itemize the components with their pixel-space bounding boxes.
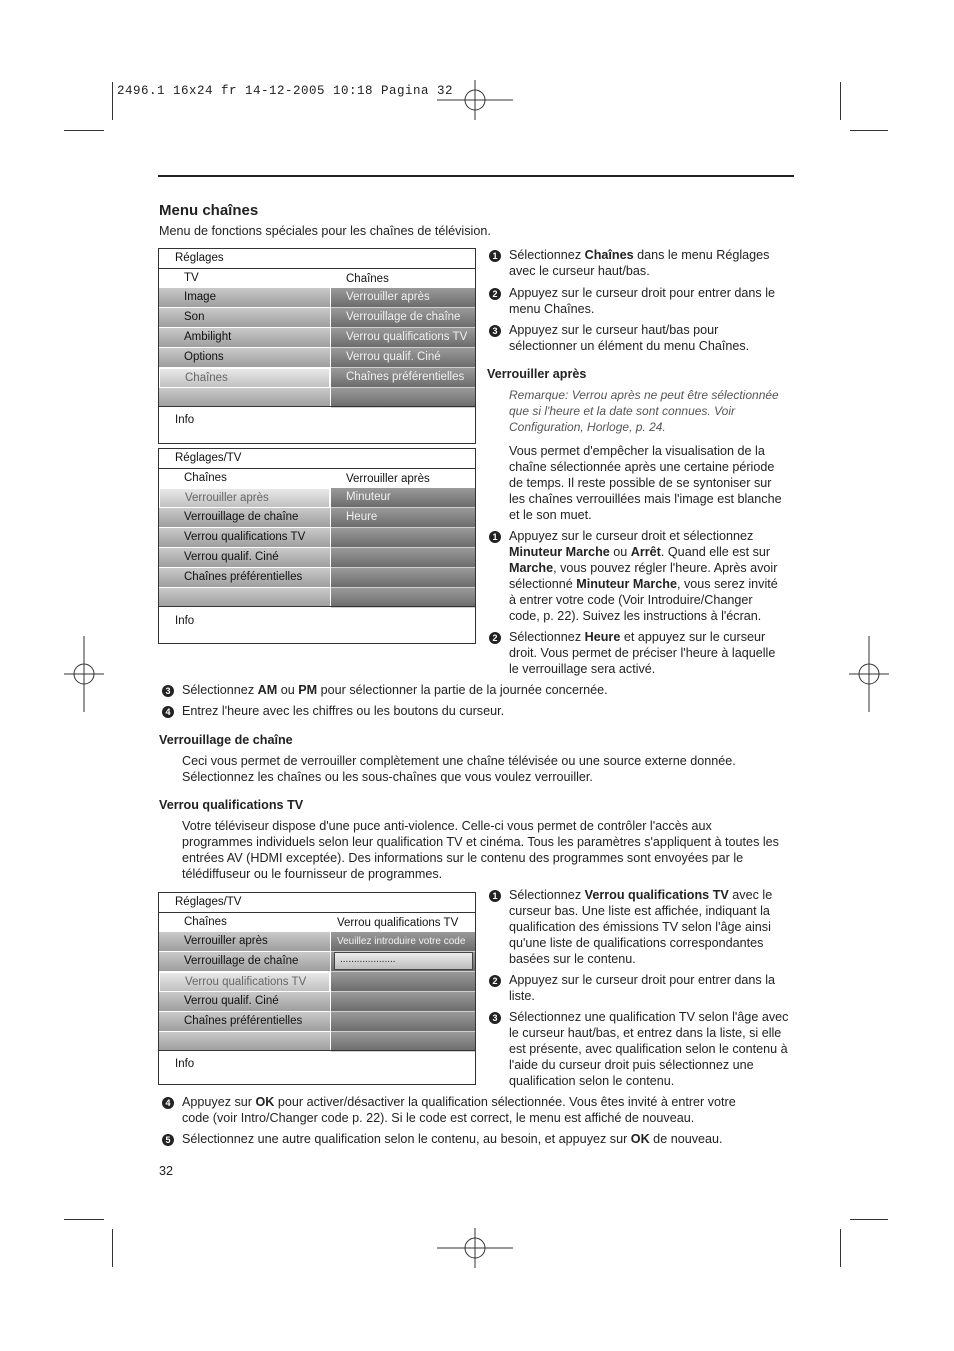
- page-title: Menu chaînes: [159, 202, 259, 219]
- step-number: 2: [489, 288, 501, 300]
- page-number: 32: [159, 1164, 174, 1178]
- registration-mark-icon: [437, 1210, 513, 1286]
- paragraph-line: Vous permet d'empêcher la visualisation de la: [509, 444, 765, 458]
- menu-info: Info: [175, 1058, 195, 1070]
- menu-reglages-tv: [158, 448, 476, 644]
- step-text: Appuyez sur le curseur droit pour entrer dans la liste.: [509, 973, 776, 1003]
- intro-text: Menu de fonctions spéciales pour les chaînes de télévision.: [159, 224, 491, 238]
- crop-mark: [850, 130, 888, 131]
- crop-mark: [850, 1219, 888, 1220]
- submenu-item[interactable]: Verrouillage de chaîne: [331, 308, 475, 328]
- code-input[interactable]: ....................: [334, 952, 473, 970]
- menu-item-image[interactable]: Image: [159, 288, 330, 308]
- paragraph-line: télédiffuseur ou le fournisseur de programmes.: [182, 867, 443, 881]
- paragraph-line: les chaînes verrouillées mais l'image est blanche: [509, 492, 782, 506]
- menu-item-verrou-tv[interactable]: Verrou qualifications TV: [159, 972, 330, 992]
- step-number: 4: [162, 1097, 174, 1109]
- submenu-empty-row: [331, 1032, 475, 1052]
- step-number: 3: [489, 1012, 501, 1024]
- menu-item-verrouillage[interactable]: Verrouillage de chaîne: [159, 952, 330, 972]
- crop-mark: [112, 82, 113, 120]
- step-text: Entrez l'heure avec les chiffres ou les boutons du curseur.: [182, 704, 505, 718]
- step-number: 1: [489, 531, 501, 543]
- menu-item-verrou-cine[interactable]: Verrou qualif. Ciné: [159, 992, 330, 1012]
- paragraph-line: Ceci vous permet de verrouiller complètement une chaîne télévisée ou une source externe donnée.: [182, 754, 736, 768]
- paragraph-line: et le son muet.: [509, 508, 592, 522]
- step-number: 1: [489, 890, 501, 902]
- submenu-empty-row: [331, 588, 475, 608]
- submenu-item-minuteur[interactable]: Minuteur: [331, 488, 475, 508]
- submenu-item[interactable]: Verrouiller après: [331, 288, 475, 308]
- subheading-verrouillage: Verrouillage de chaîne: [159, 733, 293, 747]
- subheading-qualif: Verrou qualifications TV: [159, 798, 304, 812]
- top-rule: [158, 175, 794, 177]
- menu-header: Réglages: [175, 252, 224, 264]
- step-text: Appuyez sur le curseur haut/bas pour sélectionner un élément du menu Chaînes.: [509, 323, 750, 353]
- menu-item-preferentielles[interactable]: Chaînes préférentielles: [159, 568, 330, 588]
- submenu-empty-row: [331, 992, 475, 1012]
- menu-item-preferentielles[interactable]: Chaînes préférentielles: [159, 1012, 330, 1032]
- menu-info: Info: [175, 414, 195, 426]
- step-number: 5: [162, 1134, 174, 1146]
- submenu-item-heure[interactable]: Heure: [331, 508, 475, 528]
- submenu-empty-row: [331, 388, 475, 408]
- submenu-item[interactable]: Verrou qualifications TV: [331, 328, 475, 348]
- step-number: 2: [489, 632, 501, 644]
- submenu-item[interactable]: Verrou qualif. Ciné: [331, 348, 475, 368]
- step-number: 3: [162, 685, 174, 697]
- note-line: que si l'heure et la date sont connues. Voir: [509, 404, 735, 418]
- paragraph-line: programmes individuels selon leur qualification TV et cinéma. Tous les paramètres s'appliquent à toutes les: [182, 835, 779, 849]
- menu-info: Info: [175, 615, 195, 627]
- note-line: Configuration, Horloge, p. 24.: [509, 420, 666, 434]
- submenu-empty-row: [331, 568, 475, 588]
- crop-mark: [112, 1229, 113, 1267]
- step-text: Sélectionnez une qualification TV selon l'âge avec le curseur haut/bas, et entrez dans la liste, si elle est présente, avec qualification selon le contenu à l'aide du curseur droit puis sélectionnez une qualification selon le contenu.: [509, 1010, 789, 1088]
- menu-item-verrou-tv[interactable]: Verrou qualifications TV: [159, 528, 330, 548]
- menu-right-head: Verrouiller après: [346, 473, 430, 485]
- step-text: Appuyez sur le curseur droit et sélectionnez Minuteur Marche ou Arrêt. Quand elle est sur Marche, vous pouvez régler l'heure. Après avoir sélectionné Minuteur Marche, vous serez invité à entrer votre code (Voir Introduire/Changer code, p. 22). Suivez les instructions à l'écran.: [509, 529, 778, 623]
- paragraph-line: Sélectionnez les chaînes ou les sous-chaînes que vous voulez verrouiller.: [182, 770, 593, 784]
- crop-mark: [64, 130, 104, 131]
- submenu-empty-row: [331, 548, 475, 568]
- step-text: Appuyez sur OK pour activer/désactiver la qualification sélectionnée. Vous êtes invité à entrer votre code (voir Intro/Changer code p. 22). Si le code est correct, le menu est affiché de nouveau.: [182, 1095, 736, 1125]
- step-number: 4: [162, 706, 174, 718]
- menu-right-head: Verrou qualifications TV: [337, 917, 459, 929]
- registration-mark-icon: [437, 62, 513, 138]
- menu-left-head: Chaînes: [184, 472, 227, 484]
- print-header: 2496.1 16x24 fr 14-12-2005 10:18 Pagina 32: [117, 84, 454, 98]
- paragraph-line: de temps. Il reste possible de se syntoniser sur: [509, 476, 772, 490]
- step-text: Appuyez sur le curseur droit pour entrer dans le menu Chaînes.: [509, 286, 776, 316]
- registration-mark-icon: [831, 636, 907, 712]
- menu-item-son[interactable]: Son: [159, 308, 330, 328]
- menu-right-head: Chaînes: [346, 273, 389, 285]
- menu-item-ambilight[interactable]: Ambilight: [159, 328, 330, 348]
- submenu-empty-row: [331, 528, 475, 548]
- step-number: 3: [489, 325, 501, 337]
- step-text: Sélectionnez Heure et appuyez sur le curseur droit. Vous permet de préciser l'heure à laquelle le verrouillage sera activé.: [509, 630, 776, 676]
- menu-header: Réglages/TV: [175, 896, 242, 908]
- menu-empty-row: [159, 1032, 330, 1052]
- menu-item-verrouiller-apres[interactable]: Verrouiller après: [159, 488, 330, 508]
- menu-item-verrouillage[interactable]: Verrouillage de chaîne: [159, 508, 330, 528]
- menu-empty-row: [159, 388, 330, 408]
- paragraph-line: Votre téléviseur dispose d'une puce anti-violence. Celle-ci vous permet de contrôler l'accès aux: [182, 819, 712, 833]
- menu-item-chaines[interactable]: Chaînes: [159, 368, 330, 388]
- menu-verrou-qualifications: [158, 892, 476, 1085]
- step-text: Sélectionnez une autre qualification selon le contenu, au besoin, et appuyez sur OK de nouveau.: [182, 1132, 723, 1146]
- step-text: Sélectionnez Verrou qualifications TV avec le curseur bas. Une liste est affichée, indiquant la qualification des émissions TV selon l'âge ainsi qu'une liste de qualifications correspondantes basées sur le contenu.: [509, 888, 773, 966]
- subheading-verrouiller-apres: Verrouiller après: [487, 367, 587, 381]
- crop-mark: [840, 82, 841, 120]
- note-line: Remarque: Verrou après ne peut être sélectionnée: [509, 388, 779, 402]
- menu-item-verrouiller-apres[interactable]: Verrouiller après: [159, 932, 330, 952]
- crop-mark: [64, 1219, 104, 1220]
- code-prompt: Veuillez introduire votre code: [331, 932, 475, 952]
- submenu-empty-row: [331, 972, 475, 992]
- paragraph-line: entrées AV (HDMI exceptée). Des informations sur le contenu des programmes sont envoyées par le: [182, 851, 744, 865]
- registration-mark-icon: [46, 636, 122, 712]
- menu-left-head: TV: [184, 272, 199, 284]
- submenu-item[interactable]: Chaînes préférentielles: [331, 368, 475, 388]
- crop-mark: [840, 1229, 841, 1267]
- submenu-empty-row: [331, 1012, 475, 1032]
- paragraph-line: chaîne sélectionnée après une certaine période: [509, 460, 775, 474]
- menu-empty-row: [159, 588, 330, 608]
- step-text: Sélectionnez Chaînes dans le menu Réglages avec le curseur haut/bas.: [509, 248, 770, 278]
- step-number: 2: [489, 975, 501, 987]
- step-number: 1: [489, 250, 501, 262]
- menu-reglages: [158, 248, 476, 444]
- menu-left-head: Chaînes: [184, 916, 227, 928]
- menu-header: Réglages/TV: [175, 452, 242, 464]
- step-text: Sélectionnez AM ou PM pour sélectionner la partie de la journée concernée.: [182, 683, 608, 697]
- menu-item-options[interactable]: Options: [159, 348, 330, 368]
- menu-item-verrou-cine[interactable]: Verrou qualif. Ciné: [159, 548, 330, 568]
